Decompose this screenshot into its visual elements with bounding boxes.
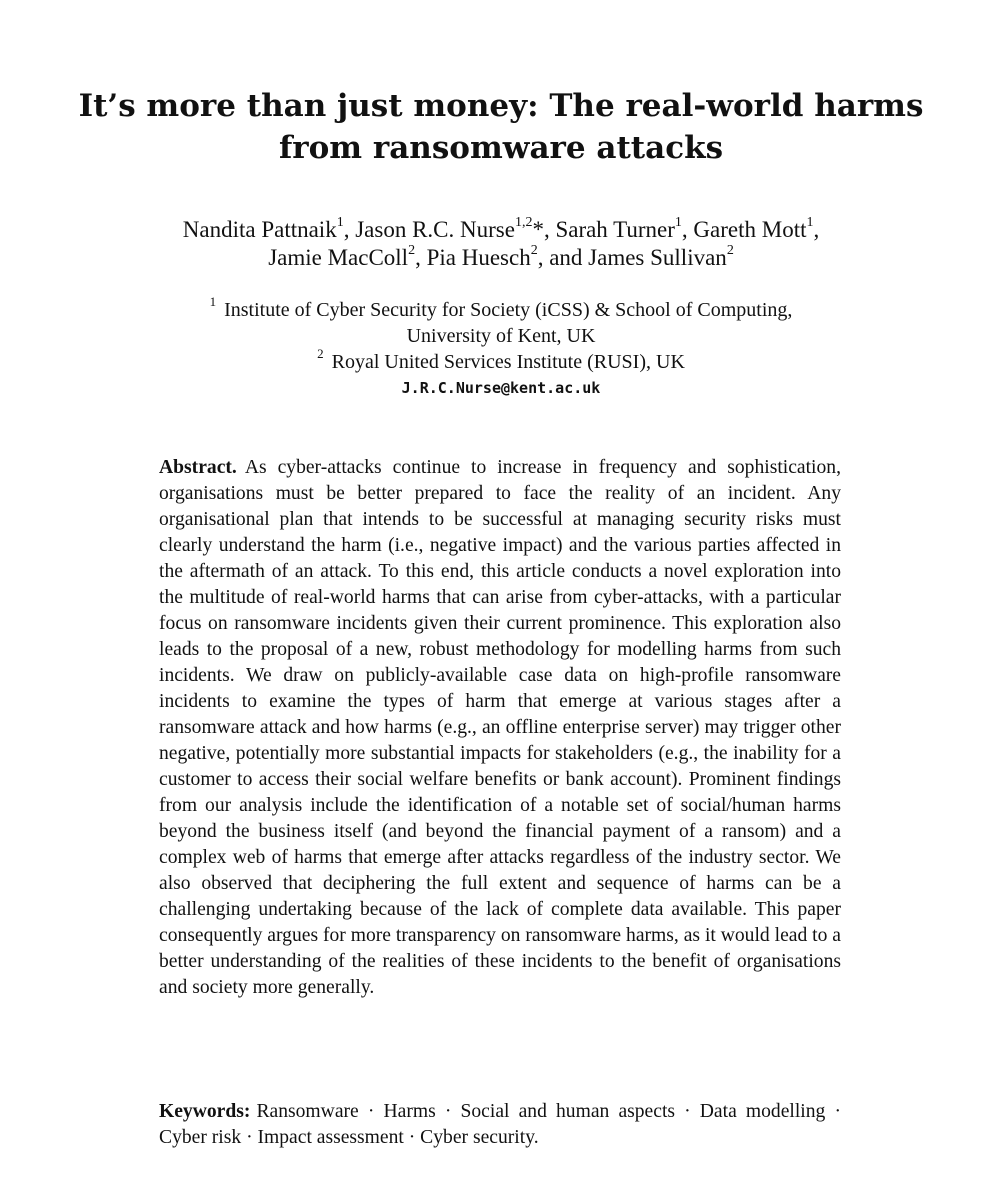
corresponding-author-mark: * (532, 217, 544, 242)
affiliation-1-line-2: University of Kent, UK (406, 325, 596, 347)
author-separator: , (415, 245, 427, 270)
keywords (159, 1099, 841, 1151)
affiliation-2 (60, 346, 942, 375)
author-affiliation-mark: 1,2 (514, 215, 533, 231)
author-separator: , (813, 217, 820, 242)
author-name: Pia Huesch (426, 245, 531, 270)
author-name: Nandita Pattnaik (182, 217, 337, 242)
author-separator: , and (537, 245, 589, 270)
paper-title (60, 85, 942, 169)
author-name: Gareth Mott (693, 217, 807, 242)
author-list (60, 216, 942, 272)
author-name: Sarah Turner (555, 217, 675, 242)
keywords-text: Ransomware · Harms · Social and human aspects · Data modelling · Cyber risk · Impact assessment · Cyber security. (159, 1101, 841, 1148)
author-affiliation-mark: 2 (726, 243, 734, 259)
abstract-label: Abstract. (159, 457, 237, 478)
author-name: Jason R.C. Nurse (355, 217, 515, 242)
author-affiliation-mark: 1 (806, 215, 814, 231)
affiliation-text: Institute of Cyber Security for Society (iCSS) & School of Computing, (224, 299, 793, 321)
author-separator: , (343, 217, 356, 242)
author-separator: , (543, 217, 556, 242)
title-line-1: It’s more than just money: The real-world harms (78, 88, 924, 124)
author-affiliation-mark: 1 (336, 215, 344, 231)
affiliation-number: 1 (209, 294, 217, 310)
author-line-1 (60, 216, 942, 244)
author-affiliation-mark: 1 (674, 215, 682, 231)
author-name: Jamie MacColl (268, 245, 409, 270)
contact-email[interactable]: J.R.C.Nurse@kent.ac.uk (401, 379, 601, 397)
affiliation-list (60, 294, 942, 401)
author-affiliation-mark: 2 (530, 243, 538, 259)
affiliation-1-line-1 (60, 294, 942, 323)
author-separator: , (681, 217, 694, 242)
abstract-text: As cyber-attacks continue to increase in frequency and sophistication, organisations must be better prepared to face the reality of an incident. Any organisational plan that intends to be successful at managing security risks must clearly understand the harm (i.e., negative impact) and the various parties affected in the aftermath of an attack. To this end, this article conducts a novel exploration into the multitude of real-world harms that can arise from cyber-attacks, with a particular focus on ransomware incidents given their current prominence. This exploration also leads to the proposal of a new, robust methodology for modelling harms from such incidents. We draw on publicly-available case data on high-profile ransomware incidents to examine the types of harm that emerge at various stages after a ransomware attack and how harms (e.g., an offline enterprise server) may trigger other negative, potentially more substantial impacts for stakeholders (e.g., the inability for a customer to access their social welfare benefits or bank account). Prominent findings from our analysis include the identification of a notable set of social/human harms beyond the business itself (and beyond the financial payment of a ransom) and a complex web of harms that emerge after attacks regardless of the industry sector. We also observed that deciphering the full extent and sequence of harms can be a challenging undertaking because of the lack of complete data available. This paper consequently argues for more transparency on ransomware harms, as it would lead to a better understanding of the realities of these incidents to the benefit of organisations and society more generally. (159, 457, 841, 998)
affiliation-text: Royal United Services Institute (RUSI), UK (331, 351, 685, 373)
title-line-2: from ransomware attacks (278, 130, 724, 166)
keywords-label: Keywords: (159, 1101, 251, 1122)
author-affiliation-mark: 2 (408, 243, 416, 259)
author-line-2 (60, 244, 942, 272)
abstract (159, 455, 841, 1001)
affiliation-number: 2 (317, 346, 324, 362)
author-name: James Sullivan (588, 245, 727, 270)
